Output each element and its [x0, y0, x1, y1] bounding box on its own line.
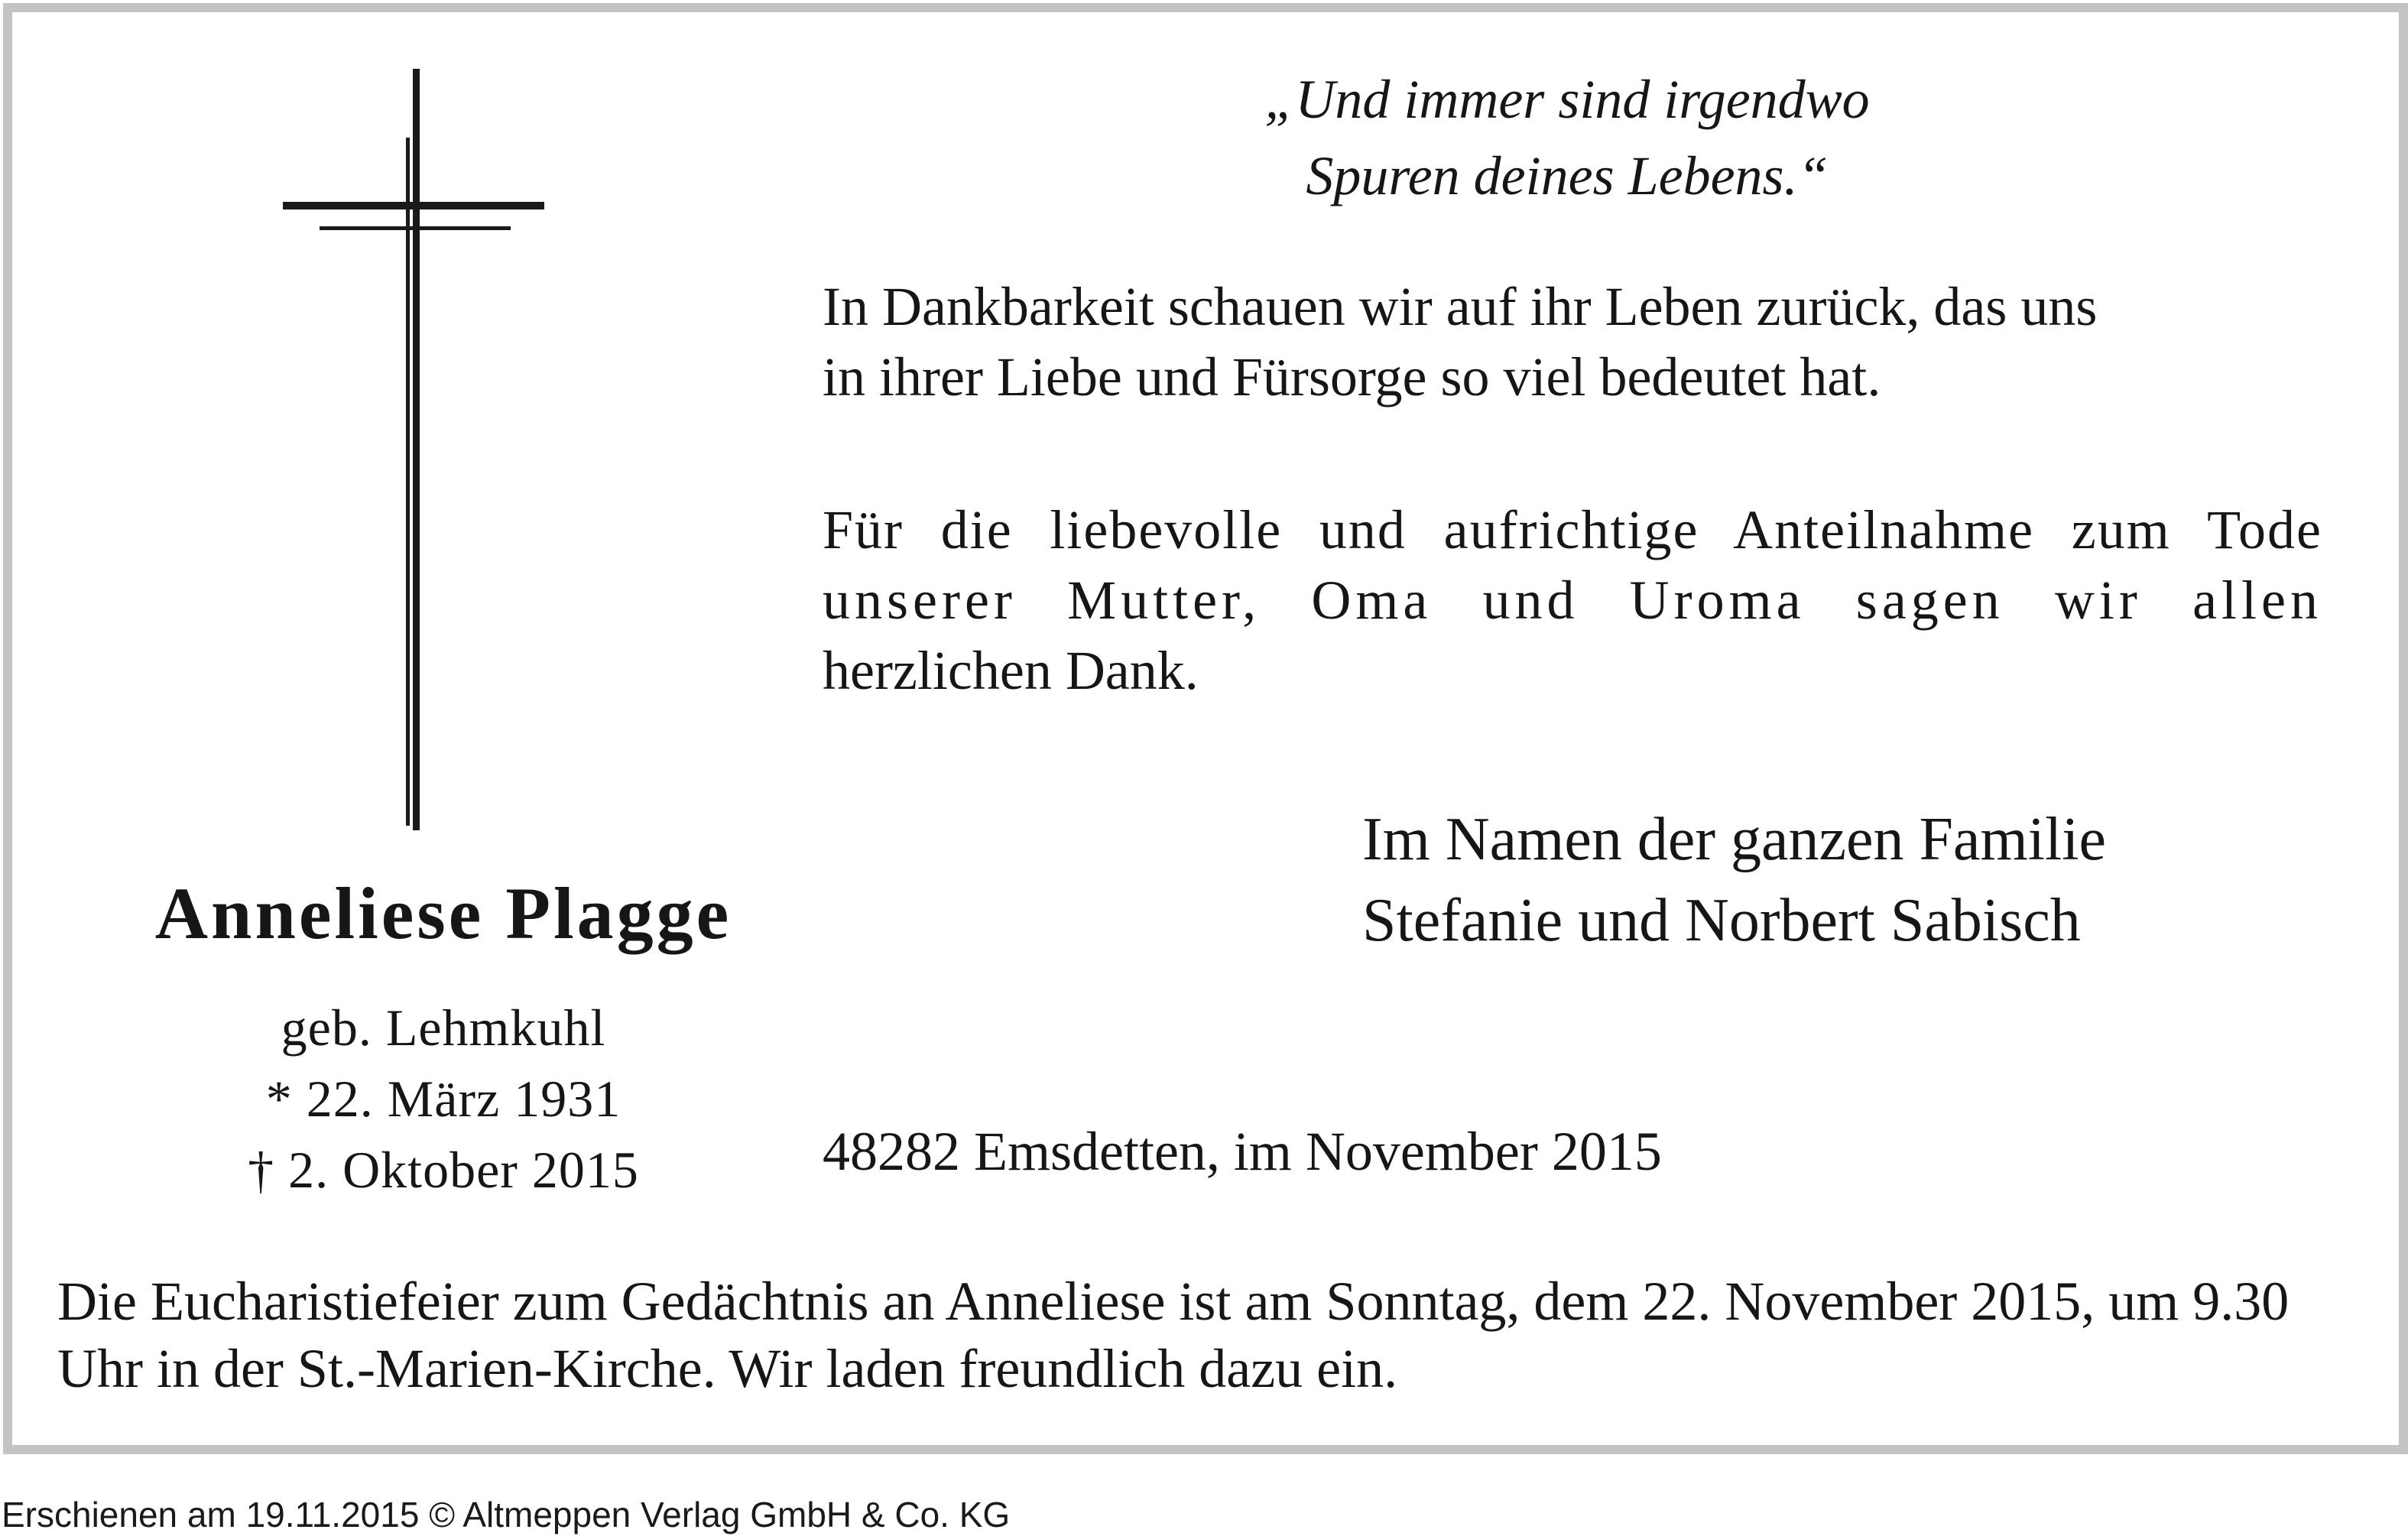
signature [1362, 799, 2106, 961]
death-date: † 2. Oktober 2015 [248, 1141, 639, 1199]
life-data [138, 992, 749, 1206]
deceased-name: Anneliese Plagge [154, 872, 732, 954]
gratitude-line-1: In Dankbarkeit schauen wir auf ihr Leben zurück, das uns [823, 276, 2098, 337]
thanks-line-2: unserer Mutter, Oma und Uroma sagen wir allen [823, 570, 2322, 631]
birth-date: * 22. März 1931 [265, 1070, 621, 1128]
quote-line-1: „Und immer sind irgendwo [1264, 69, 1870, 130]
thanks-line-3: herzlichen Dank. [823, 640, 1199, 701]
thanks-line-1: Für die liebevolle und aufrichtige Anteilnahme zum Tode [823, 499, 2322, 560]
gratitude-line-2: in ihrer Liebe und Fürsorge so viel bedeutet hat. [823, 346, 1881, 408]
signature-line-1: Im Namen der ganzen Familie [1362, 806, 2106, 873]
maiden-name: geb. Lehmkuhl [281, 999, 606, 1057]
cross-icon [283, 69, 550, 830]
thanks-paragraph [823, 495, 2322, 706]
gratitude-paragraph [823, 271, 2322, 412]
signature-line-2: Stefanie und Norbert Sabisch [1362, 887, 2081, 954]
memorial-service-text: Die Eucharistiefeier zum Gedächtnis an Anneliese ist am Sonntag, dem 22. November 2015, um 9.30 Uhr in der St.-Marien-Kirche. Wir laden freundlich dazu ein. [57, 1271, 2290, 1399]
place-date: 48282 Emsdetten, im November 2015 [823, 1121, 1662, 1182]
publication-footer: Erschienen am 19.11.2015 © Altmeppen Verlag GmbH & Co. KG [2, 1495, 1011, 1534]
quote-line-2: Spuren deines Lebens.“ [1306, 145, 1829, 206]
quote [1070, 61, 2064, 214]
